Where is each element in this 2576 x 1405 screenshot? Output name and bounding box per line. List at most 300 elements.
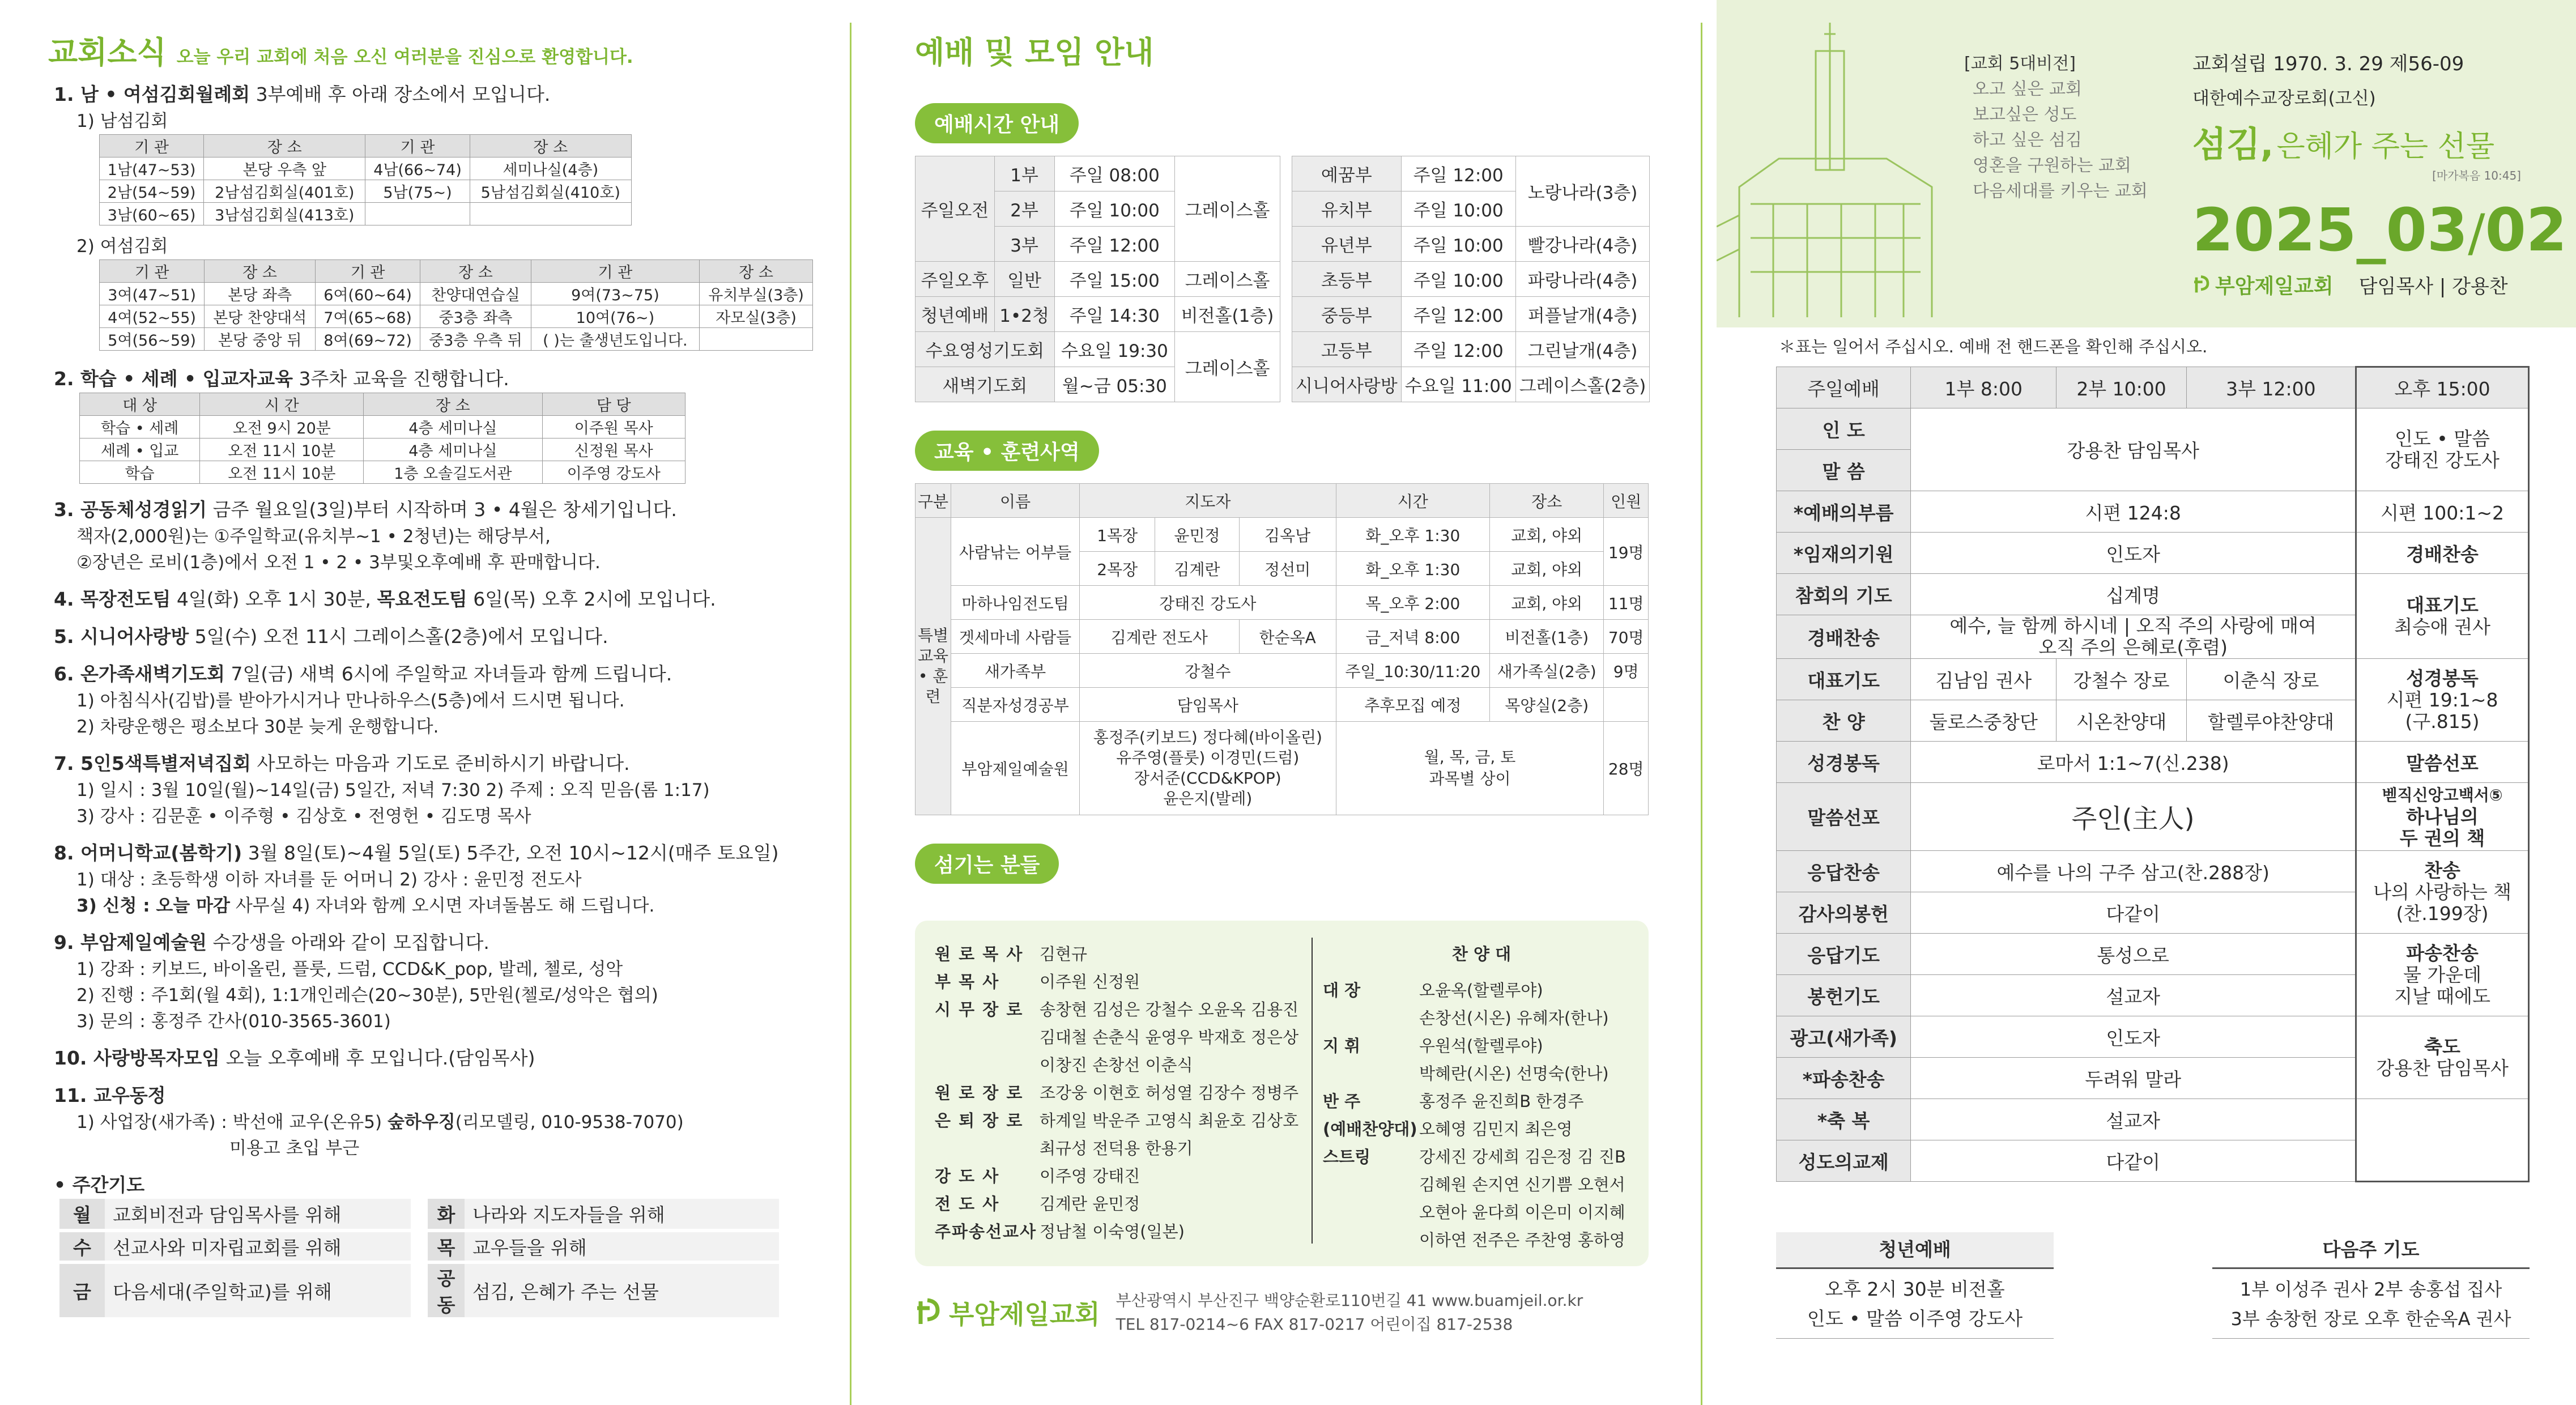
table-cell: 기 관 — [316, 260, 420, 283]
table-cell: 주일 15:00 — [1054, 262, 1175, 297]
table-cell: 둘로스중창단 — [1911, 700, 2056, 742]
table-cell: 주일 14:30 — [1054, 297, 1175, 332]
table-cell: 한순옥A — [1239, 620, 1336, 654]
table-cell: 9여(73~75) — [531, 283, 699, 305]
table-cell: 기 관 — [531, 260, 699, 283]
choir-title: 찬 양 대 — [1451, 944, 1511, 964]
table-row — [1777, 742, 2529, 783]
table-row — [80, 438, 685, 461]
table-cell — [2356, 574, 2529, 659]
choir-row: 박혜란(시온) 선명숙(한나) — [1419, 1064, 1609, 1083]
table-cell: 예수를 나의 구주 삼고(찬.288장) — [1911, 851, 2356, 892]
table-cell — [2356, 934, 2529, 1016]
table-cell: 말씀선포 — [1777, 783, 1911, 851]
table-cell: 주인(主人) — [1911, 783, 2356, 851]
table-cell: 이주영 강도사 — [542, 461, 685, 484]
table-cell: 그린날개(4층) — [1515, 332, 1650, 367]
table-cell: 주일 10:00 — [1054, 191, 1175, 227]
cell-line: 강태진 강도사 — [2385, 449, 2500, 471]
table-cell: 주일 10:00 — [1401, 262, 1515, 297]
table-cell: 4층 세미나실 — [364, 438, 542, 461]
table-cell: 장 소 — [700, 260, 813, 283]
bulletin-date: 2025_03/02 — [2192, 195, 2568, 265]
next-week-line1: 1부 이성주 권사 2부 송홍섭 집사 — [2239, 1279, 2502, 1300]
table-row — [100, 283, 813, 305]
table-cell: 새가족실(2층) — [1490, 654, 1604, 688]
table-row — [1292, 262, 1650, 297]
table-cell: 시편 124:8 — [1911, 491, 2356, 533]
cell-line: 하나님의 — [2406, 805, 2479, 828]
choir-list — [1323, 940, 1640, 1254]
choir-row: 대 장 오윤옥(할렐루야) — [1323, 981, 1543, 1000]
table-cell — [2356, 851, 2529, 934]
table-cell: 응답기도 — [1777, 934, 1911, 975]
news-item-9-line3: 3) 문의 : 홍정주 간사(010-3565-3601) — [76, 1011, 391, 1032]
server-row: 이창진 손창선 이춘식 — [1040, 1055, 1193, 1075]
table-row — [100, 260, 813, 283]
table-cell: 4남(66~74) — [365, 157, 470, 180]
cell-line: 성경봉독 — [2406, 667, 2479, 689]
table-cell: 구분 — [916, 484, 951, 518]
footer-address: 부산광역시 부산진구 백양순환로110번길 41 www.buamjeil.or.kr — [1115, 1291, 1583, 1310]
table-cell: 시편 100:1~2 — [2356, 491, 2529, 533]
cover-panel — [1717, 0, 2576, 1405]
instructor-line: 장서준(CCD&KPOP) — [1134, 769, 1281, 787]
weekly-prayer-title: • 주간기도 — [54, 1174, 145, 1196]
table-cell: 김계란 — [1155, 552, 1239, 586]
instructor-line: 홍정주(키보드) 정다혜(바이올린) — [1093, 728, 1322, 747]
table-cell: 교회, 야외 — [1490, 518, 1604, 552]
cell-line: 벧직신앙고백서⑤ — [2382, 785, 2503, 804]
table-cell: 감사의봉헌 — [1777, 892, 1911, 934]
table-cell: 목_오후 2:00 — [1336, 586, 1489, 620]
table-cell: 장 소 — [420, 260, 531, 283]
motto-verse: [마가복음 10:45] — [2432, 169, 2521, 182]
table-cell: 3부 12:00 — [2186, 367, 2356, 408]
table-row — [1777, 533, 2529, 574]
table-cell: 금_저녁 8:00 — [1336, 620, 1489, 654]
denomination: 대한예수교장로회(고신) — [2192, 88, 2376, 109]
table-row — [1777, 851, 2529, 892]
table-cell: 이름 — [951, 484, 1080, 518]
table-cell: 경배찬송 — [2356, 533, 2529, 574]
table-cell: 두려워 말라 — [1911, 1058, 2356, 1099]
table-cell: 시간 — [1336, 484, 1489, 518]
church-logo-icon — [915, 1296, 943, 1330]
server-row: 최규성 전덕용 한용기 — [1040, 1139, 1193, 1158]
next-week-line2: 3부 송창헌 장로 오후 한순옥A 권사 — [2212, 1304, 2530, 1339]
table-cell: 인도자 — [1911, 1016, 2356, 1058]
choir-row: 오현아 윤다희 이은미 이지혜 — [1419, 1203, 1625, 1222]
table-cell: 그레이스홀 — [1175, 262, 1280, 297]
table-cell: 70명 — [1604, 620, 1649, 654]
table-row — [80, 461, 685, 484]
worship-time-pill: 예배시간 안내 — [915, 103, 1079, 143]
table-cell: 성도의교제 — [1777, 1140, 1911, 1182]
table-row — [916, 518, 1649, 552]
table-cell: 봉헌기도 — [1777, 975, 1911, 1016]
table-cell — [1080, 722, 1336, 815]
youth-title: 청년예배 — [1776, 1232, 2054, 1269]
worship-title: 예배 및 모임 안내 — [915, 35, 1154, 70]
table-row — [916, 484, 1649, 518]
news-item-3-line2: ②장년은 로비(1층)에서 오전 1 • 2 • 3부및오후예배 후 판매합니다. — [76, 552, 601, 573]
table-cell: 주일예배 — [1777, 367, 1911, 408]
table-cell: 화_오후 1:30 — [1336, 552, 1489, 586]
table-cell: 주일오전 — [916, 156, 995, 262]
table-row — [100, 135, 632, 157]
women-group-table — [99, 259, 813, 351]
youth-worship-box — [1776, 1232, 2054, 1339]
motto: 섬김, 은혜가 주는 선물 — [2192, 124, 2495, 165]
table-cell: 3여(47~51) — [100, 283, 205, 305]
men-group-label: 1) 남섬김회 — [76, 111, 168, 131]
table-row — [80, 393, 685, 416]
instructor-line: 윤은지(발레) — [1163, 789, 1253, 808]
table-cell: 1부 — [994, 156, 1054, 191]
cell-line: 인도 • 말씀 — [2395, 427, 2490, 450]
table-cell: 사람낚는 어부들 — [951, 518, 1080, 586]
table-cell: 성경봉독 — [1777, 742, 1911, 783]
table-cell: 주일 10:00 — [1401, 191, 1515, 227]
table-cell: 예꿈부 — [1292, 156, 1402, 191]
table-cell: 2목장 — [1080, 552, 1155, 586]
youth-line1: 오후 2시 30분 비전홀 — [1825, 1278, 2005, 1300]
table-cell: 7여(65~68) — [316, 305, 420, 328]
vision-item: 오고 싶은 교회 — [1973, 79, 2082, 99]
church-footer — [915, 1289, 1583, 1336]
table-cell: 학습 • 세례 — [80, 416, 200, 438]
server-row: 주파송선교사 정남철 이숙영(일본) — [935, 1222, 1185, 1241]
table-cell: 9명 — [1604, 654, 1649, 688]
cell-line: 찬송 — [2424, 859, 2460, 882]
table-row — [1292, 227, 1650, 262]
table-cell: 새벽기도회 — [916, 367, 1055, 402]
choir-row: 이하연 전주은 주찬영 홍하영 — [1419, 1231, 1625, 1250]
table-cell: 중등부 — [1292, 297, 1402, 332]
table-cell — [2356, 1016, 2529, 1099]
youth-line2: 인도 • 말씀 이주영 강도사 — [1776, 1304, 2054, 1339]
table-cell: 10여(76~) — [531, 305, 699, 328]
table-cell — [470, 203, 631, 225]
table-cell: 기 관 — [365, 135, 470, 157]
table-row — [1292, 156, 1650, 191]
table-cell: 김남임 권사 — [1911, 659, 2056, 700]
table-cell: 찬양대연습실 — [420, 283, 531, 305]
table-cell: 특별교육 • 훈련 — [916, 518, 951, 815]
table-cell: 다같이 — [1911, 892, 2356, 934]
table-cell: 3남섬김회실(413호) — [204, 203, 365, 225]
choir-row: 손창선(시온) 유혜자(한나) — [1419, 1008, 1609, 1028]
vision-item: 다음세대를 키우는 교회 — [1973, 181, 2148, 201]
news-item-8: 8. 어머니학교(봄학기) 3월 8일(토)~4월 5일(토) 5주간, 오전 10시~12시(매주 토요일) — [54, 842, 779, 864]
table-cell: 주일_10:30/11:20 — [1336, 654, 1489, 688]
fold-line-2 — [1701, 23, 1702, 1405]
table-cell: ( )는 출생년도입니다. — [531, 328, 699, 351]
table-cell: 중3층 좌측 — [420, 305, 531, 328]
cell-line: 축도 — [2424, 1035, 2460, 1058]
table-row — [1777, 491, 2529, 533]
news-item-6-line1: 1) 아침식사(김밥)를 받아가시거나 만나하우스(5층)에서 드시면 됩니다. — [76, 691, 625, 711]
news-item-1: 1. 남 • 여섬김회월례회 3부예배 후 아래 장소에서 모입니다. — [54, 83, 551, 105]
table-cell: 2부 10:00 — [2056, 367, 2187, 408]
table-row — [916, 620, 1649, 654]
table-row — [1777, 783, 2529, 851]
table-cell: 초등부 — [1292, 262, 1402, 297]
table-cell: 1층 오솔길도서관 — [364, 461, 542, 484]
table-cell: 3부 — [994, 227, 1054, 262]
table-cell: 2남(54~59) — [100, 180, 204, 203]
news-item-11-line1: 1) 사업장(새가족) : 박선애 교우(온유5) 숲하우징(리모델링, 010-9538-7070) — [76, 1112, 684, 1132]
cell-line: (찬.199장) — [2396, 902, 2489, 925]
fold-line — [850, 23, 851, 1405]
table-cell: 담임목사 — [1080, 688, 1336, 722]
choir-row: 지 휘 우원석(할렐루야) — [1323, 1036, 1543, 1055]
table-cell — [1336, 722, 1604, 815]
table-cell: 화_오후 1:30 — [1336, 518, 1489, 552]
table-cell: 기 관 — [100, 135, 204, 157]
table-cell: 수 — [59, 1231, 105, 1262]
servers-list — [935, 940, 1298, 1246]
church-building-icon — [1717, 0, 1966, 327]
news-item-3-line1: 책자(2,000원)는 ①주일학교(유치부~1 • 2청년)는 해당부서, — [76, 526, 551, 547]
news-item-9-line1: 1) 강좌 : 키보드, 바이올린, 플룻, 드럼, CCD&K_pop, 발레, 첼로, 성악 — [76, 959, 623, 980]
vision-box — [1964, 51, 2148, 204]
table-cell: 다음세대(주일학교)를 위해 — [105, 1262, 419, 1319]
table-row — [100, 157, 632, 180]
news-item-10: 10. 사랑방목자모임 오늘 오후예배 후 모입니다.(담임목사) — [54, 1047, 535, 1069]
established-date: 교회설립 1970. 3. 29 제56-09 — [2192, 53, 2464, 75]
news-item-9-line2: 2) 진행 : 주1회(월 4회), 1:1개인레슨(20~30분), 5만원(첼로/성악은 협의) — [76, 985, 658, 1006]
table-cell: 28명 — [1604, 722, 1649, 815]
cell-line: 시편 19:1~8 — [2386, 688, 2498, 711]
table-row — [100, 180, 632, 203]
table-row — [100, 203, 632, 225]
cell-line: 나의 사랑하는 책 — [2373, 880, 2512, 903]
table-cell: 빨강나라(4층) — [1515, 227, 1650, 262]
table-cell: 로마서 1:1~7(신.238) — [1911, 742, 2356, 783]
table-cell: 직분자성경공부 — [951, 688, 1080, 722]
footer-church-name: 부암제일교회 — [949, 1299, 1100, 1330]
table-row — [100, 328, 813, 351]
servers-divider — [1312, 938, 1313, 1244]
table-cell: 할렐루야찬양대 — [2186, 700, 2356, 742]
table-row — [916, 722, 1649, 815]
table-cell: 대 상 — [80, 393, 200, 416]
table-cell: 본당 우측 앞 — [204, 157, 365, 180]
table-cell: 시 간 — [200, 393, 364, 416]
table-cell: 참회의 기도 — [1777, 574, 1911, 615]
table-cell: 강철수 장로 — [2056, 659, 2187, 700]
table-cell: 5남섬김회실(410호) — [470, 180, 631, 203]
table-cell: 장 소 — [204, 135, 365, 157]
table-cell: 목양실(2층) — [1490, 688, 1604, 722]
cover-church-name: 부암제일교회 — [2215, 275, 2334, 298]
table-cell: 주일 12:00 — [1401, 156, 1515, 191]
training-pill: 교육 • 훈련사역 — [915, 431, 1099, 471]
table-cell: 강용찬 담임목사 — [1911, 408, 2356, 491]
table-row — [1777, 1099, 2529, 1140]
table-cell: 추후모집 예정 — [1336, 688, 1489, 722]
table-cell: 정선미 — [1239, 552, 1336, 586]
table-cell: 비전홀(1층) — [1490, 620, 1604, 654]
cell-line: 파송찬송 — [2406, 942, 2479, 964]
table-cell: 장소 — [1490, 484, 1604, 518]
table-cell: 말씀선포 — [2356, 742, 2529, 783]
table-cell: 수요일 19:30 — [1054, 332, 1175, 367]
table-cell: 그레이스홀 — [1175, 156, 1280, 262]
table-cell: 그레이스홀(2층) — [1515, 367, 1650, 402]
servers-pill: 섬기는 분들 — [915, 844, 1059, 884]
table-cell: 오후 15:00 — [2356, 367, 2529, 408]
table-cell: 중3층 우측 뒤 — [420, 328, 531, 351]
table-cell: 인 도 — [1777, 408, 1911, 450]
schedule-line: 월, 목, 금, 토 — [1424, 748, 1516, 767]
news-item-6: 6. 온가족새벽기도회 7일(금) 새벽 6시에 주일학교 자녀들과 함께 드립니다. — [54, 663, 672, 685]
table-cell — [2356, 408, 2529, 491]
table-cell: 담 당 — [542, 393, 685, 416]
women-group-label: 2) 여섬김회 — [76, 236, 168, 257]
table-cell: 이주원 목사 — [542, 416, 685, 438]
table-cell: 4층 세미나실 — [364, 416, 542, 438]
table-cell: *임재의기원 — [1777, 533, 1911, 574]
table-cell: 본당 좌측 — [205, 283, 316, 305]
church-signature — [2192, 270, 2567, 299]
table-cell — [2356, 1099, 2529, 1182]
education-table — [79, 393, 685, 484]
table-cell: 2부 — [994, 191, 1054, 227]
table-row — [1777, 574, 2529, 615]
cell-line: (구.815) — [2405, 710, 2480, 733]
table-cell: 1•2청 — [994, 297, 1054, 332]
table-cell: 신정원 목사 — [542, 438, 685, 461]
vision-item: 보고싶은 성도 — [1973, 105, 2077, 125]
table-cell: 오전 11시 10분 — [200, 461, 364, 484]
table-cell: 금 — [59, 1262, 105, 1319]
table-cell — [365, 203, 470, 225]
choir-row: 스트링 강세진 강세희 김은정 김 진B — [1323, 1147, 1626, 1166]
server-row: 강 도 사 이주영 강태진 — [935, 1166, 1140, 1186]
news-item-7-line2: 3) 강사 : 김문훈 • 이주형 • 김상호 • 전영헌 • 김도명 목사 — [76, 806, 531, 827]
table-cell: 교우들을 위해 — [465, 1231, 779, 1262]
news-item-2: 2. 학습 • 세례 • 입교자교육 3주차 교육을 진행합니다. — [54, 368, 509, 390]
table-cell: 장 소 — [364, 393, 542, 416]
table-row — [80, 416, 685, 438]
table-row — [916, 688, 1649, 722]
table-cell: 장 소 — [470, 135, 631, 157]
table-cell: 이춘식 장로 — [2186, 659, 2356, 700]
cover-pastor: 담임목사 | 강용찬 — [2358, 275, 2508, 298]
table-cell: 비전홀(1층) — [1175, 297, 1280, 332]
table-cell: 8여(69~72) — [316, 328, 420, 351]
table-cell: 퍼플날개(4층) — [1515, 297, 1650, 332]
table-cell: 시니어사랑방 — [1292, 367, 1402, 402]
table-cell — [2356, 783, 2529, 851]
schedule-line: 과목별 상이 — [1429, 769, 1511, 788]
table-cell: 시온찬양대 — [2056, 700, 2187, 742]
table-cell: 십계명 — [1911, 574, 2356, 615]
table-row — [916, 297, 1280, 332]
table-cell: 청년예배 — [916, 297, 995, 332]
table-cell: 1목장 — [1080, 518, 1155, 552]
choir-row: 반 주 홍정주 윤진희B 한경주 — [1323, 1092, 1584, 1111]
cell-line: 오직 주의 은혜로(후렴) — [2038, 636, 2228, 658]
table-row — [59, 1231, 779, 1262]
cell-line: 물 가운데 — [2403, 963, 2482, 986]
table-cell: 노랑나라(3층) — [1515, 156, 1650, 227]
table-cell: 주일오후 — [916, 262, 995, 297]
news-subtitle: 오늘 우리 교회에 처음 오신 여러분을 진심으로 환영합니다. — [176, 47, 633, 67]
table-cell: 공동 — [419, 1262, 465, 1319]
news-item-11: 11. 교우동정 — [54, 1084, 166, 1106]
table-row — [1777, 367, 2529, 408]
table-row — [916, 156, 1280, 191]
table-cell: 화 — [419, 1199, 465, 1231]
table-cell: 5남(75~) — [365, 180, 470, 203]
table-row — [1777, 659, 2529, 700]
table-cell: 광고(새가족) — [1777, 1016, 1911, 1058]
table-cell: 교회, 야외 — [1490, 586, 1604, 620]
news-title: 교회소식 — [48, 35, 167, 70]
cell-line: 강용찬 담임목사 — [2376, 1057, 2509, 1079]
table-cell: 수요영성기도회 — [916, 332, 1055, 367]
news-item-5: 5. 시니어사랑방 5일(수) 오전 11시 그레이스홀(2층)에서 모입니다. — [54, 625, 608, 648]
table-cell: 새가족부 — [951, 654, 1080, 688]
table-cell: 겟세마네 사람들 — [951, 620, 1080, 654]
next-week-title: 다음주 기도 — [2212, 1232, 2530, 1269]
server-row: 김대철 손춘식 윤영우 박재호 정은상 — [1040, 1028, 1299, 1047]
table-row — [59, 1199, 779, 1231]
table-cell: 김옥남 — [1239, 518, 1336, 552]
table-cell: 주일 12:00 — [1401, 297, 1515, 332]
table-cell: 고등부 — [1292, 332, 1402, 367]
table-cell: 교회, 야외 — [1490, 552, 1604, 586]
table-row — [1777, 408, 2529, 450]
table-cell: 오전 9시 20분 — [200, 416, 364, 438]
table-cell: *예배의부름 — [1777, 491, 1911, 533]
table-row — [1292, 367, 1650, 402]
table-cell: 세미나실(4층) — [470, 157, 631, 180]
table-cell: 지도자 — [1080, 484, 1336, 518]
table-cell: 인원 — [1604, 484, 1649, 518]
table-cell: 11명 — [1604, 586, 1649, 620]
table-cell: 6여(60~64) — [316, 283, 420, 305]
table-cell: 윤민정 — [1155, 518, 1239, 552]
server-row: 원 로 장 로 조강웅 이현호 허성열 김장수 정병주 — [935, 1083, 1299, 1102]
table-cell: 경배찬송 — [1777, 615, 1911, 659]
footer-tel: TEL 817-0214~6 FAX 817-0217 어린이집 817-2538 — [1115, 1315, 1513, 1334]
worship-order-table — [1776, 366, 2530, 1182]
table-row — [59, 1262, 779, 1319]
table-cell: 찬 양 — [1777, 700, 1911, 742]
table-cell: 말 씀 — [1777, 450, 1911, 491]
table-cell: 섬김, 은혜가 주는 선물 — [465, 1262, 779, 1319]
table-cell: 주일 10:00 — [1401, 227, 1515, 262]
instructor-line: 유주영(플룻) 이경민(드럼) — [1116, 748, 1300, 767]
choir-row: 김혜원 손지연 신기쁨 오현서 — [1419, 1175, 1625, 1194]
table-cell: 설교자 — [1911, 975, 2356, 1016]
news-item-6-line2: 2) 차량운행은 평소보다 30분 늦게 운행합니다. — [76, 717, 439, 737]
server-row: 원 로 목 사 김현규 — [935, 944, 1088, 964]
cell-line: 예수, 늘 함께 하시네 | 오직 주의 사랑에 매여 — [1949, 615, 2317, 637]
news-item-7-line1: 1) 일시 : 3월 10일(월)~14일(금) 5일간, 저녁 7:30 2) 주제 : 오직 믿음(롬 1:17) — [76, 780, 710, 801]
table-cell: 3남(60~65) — [100, 203, 204, 225]
cell-line: 지날 때에도 — [2394, 985, 2490, 1007]
table-cell: 본당 찬양대석 — [205, 305, 316, 328]
news-item-3: 3. 공동체성경읽기 금주 월요일(3일)부터 시작하며 3 • 4월은 창세기입니다. — [54, 499, 677, 521]
table-cell: 본당 중앙 뒤 — [205, 328, 316, 351]
table-cell: 학습 — [80, 461, 200, 484]
